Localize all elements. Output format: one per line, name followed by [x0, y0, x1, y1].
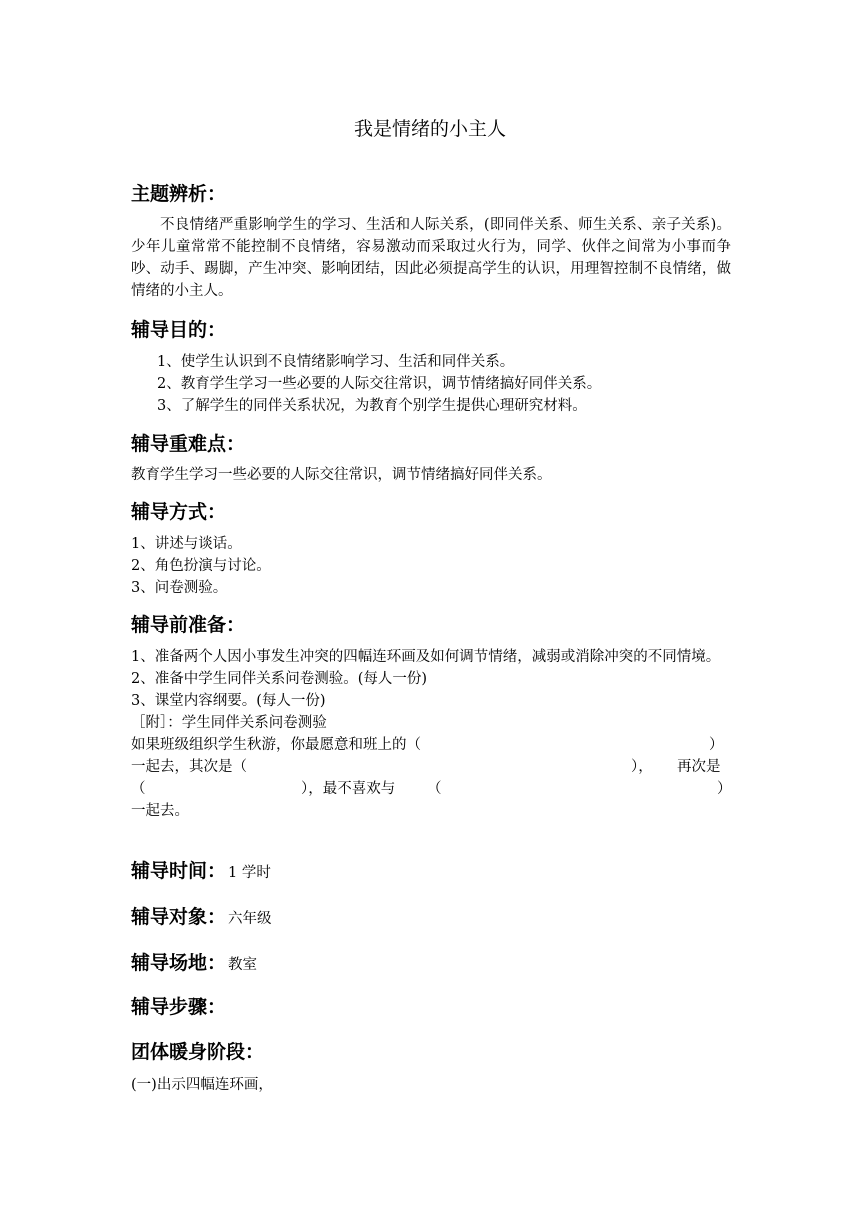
venue-value: 教室: [228, 957, 258, 973]
questionnaire-text: 一起去，其次是（: [131, 759, 247, 775]
goals-list: [131, 351, 731, 417]
heading-time-label: 辅导时间：: [131, 860, 227, 882]
heading-warmup: 团体暖身阶段：: [131, 1041, 265, 1063]
method-item: 3、问卷测验。: [131, 580, 228, 596]
blank-open-paren: （: [427, 781, 442, 797]
heading-venue-label: 辅导场地：: [131, 952, 227, 974]
questionnaire-line-2: [131, 756, 731, 778]
heading-venue: [131, 950, 257, 978]
analysis-paragraph: 不良情绪严重影响学生的学习、生活和人际关系，(即同伴关系、师生关系、亲子关系)。少年儿童常常不能控制不良情绪，容易激动而采取过火行为，同学、伙伴之间常为小事而争吵、动手、踢脚，产生冲突、影响团结，因此必须提高学生的认识，用理智控制不良情绪，做情绪的小主人。: [131, 217, 731, 299]
goal-item: 3、了解学生的同伴关系状况，为教育个别学生提供心理研究材料。: [157, 398, 587, 414]
method-item: 2、角色扮演与讨论。: [131, 558, 271, 574]
heading-steps: 辅导步骤：: [131, 996, 227, 1018]
questionnaire-line-1: [131, 734, 731, 756]
blank-close-paren: ）: [717, 781, 732, 797]
heading-methods: 辅导方式：: [131, 501, 227, 523]
questionnaire-text: ），最不喜欢与: [301, 781, 396, 797]
blank-open-paren: （: [131, 781, 146, 797]
preparation-item-3: 3、课堂内容纲要。(每人一份): [131, 693, 326, 709]
questionnaire-text: 再次是: [677, 759, 721, 775]
warmup-text: (一)出示四幅连环画，: [131, 1077, 273, 1093]
heading-analysis: 主题辨析：: [131, 183, 227, 205]
blank-close-paren: ），: [631, 759, 653, 775]
blank-close-paren: ）: [709, 737, 724, 753]
preparation-block: [131, 646, 731, 822]
questionnaire-line-4: 一起去。: [131, 803, 189, 819]
preparation-item-1: 1、准备两个人因小事发生冲突的四幅连环画及如何调节情绪，减弱或消除冲突的不同情境。: [131, 649, 721, 665]
key-points-text: 教育学生学习一些必要的人际交往常识，调节情绪搞好同伴关系。: [131, 467, 552, 483]
appendix-title: ［附］：学生同伴关系问卷测验: [131, 715, 327, 731]
heading-target: [131, 904, 272, 932]
heading-key-points: 辅导重难点：: [131, 433, 246, 455]
methods-list: [131, 533, 731, 599]
heading-time: [131, 858, 271, 886]
heading-target-label: 辅导对象：: [131, 906, 227, 928]
questionnaire-text: 如果班级组织学生秋游，你最愿意和班上的（: [131, 737, 421, 753]
heading-preparation: 辅导前准备：: [131, 614, 246, 636]
heading-goals: 辅导目的：: [131, 319, 227, 341]
preparation-item-2: 2、准备中学生同伴关系问卷测验。(每人一份): [131, 671, 428, 687]
time-value: 1 学时: [228, 865, 271, 881]
questionnaire-line-3: [131, 778, 731, 800]
document-title: 我是情绪的小主人: [353, 118, 506, 140]
goal-item: 1、使学生认识到不良情绪影响学习、生活和同伴关系。: [157, 354, 515, 370]
goal-item: 2、教育学生学习一些必要的人际交往常识，调节情绪搞好同伴关系。: [157, 376, 602, 392]
target-value: 六年级: [228, 911, 272, 927]
method-item: 1、讲述与谈话。: [131, 536, 242, 552]
